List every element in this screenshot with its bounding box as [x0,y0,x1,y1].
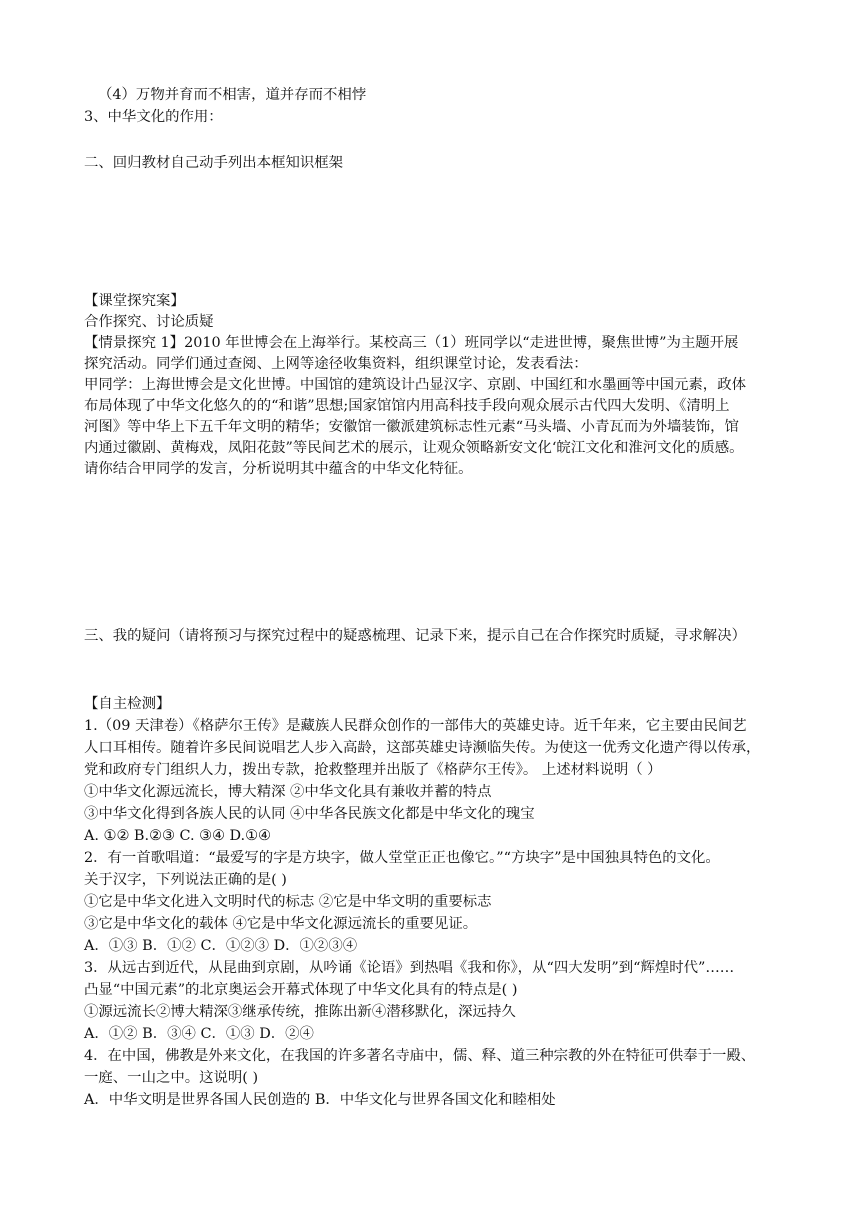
text-line: 甲同学：上海世博会是文化世博。中国馆的建筑设计凸显汉字、京剧、中国红和水墨画等中国元素，政体 [84,377,746,393]
answer-choices: A．中华文明是世界各国人民创造的 B．中华文化与世界各国文化和睦相处 [84,1092,556,1108]
section-heading: 【课堂探究案】 [84,293,185,309]
text-line: 【情景探究 1】2010 年世博会在上海举行。某校高三（1）班同学以“走进世博，聚焦世博”为主题开展 [84,335,739,351]
text-line: 3、中华文化的作用： [84,109,223,125]
text-line: 内通过徽剧、黄梅戏，凤阳花鼓”等民间艺术的展示，让观众领略新安文化‘皖江文化和淮河文化的质感。 [84,440,744,456]
text-line: （4）万物并育而不相害，道并存而不相悖 [98,87,367,103]
option-line: ①它是中华文化进入文明时代的标志 ②它是中华文明的重要标志 [84,894,492,910]
question-line: 3．从远古到近代，从昆曲到京剧，从吟诵《论语》到热唱《我和你》，从“四大发明”到“辉煌时代”…… [84,960,735,976]
text-line: 河图》等中华上下五千年文明的精华；安徽馆一徽派建筑标志性元素“马头墙、小青瓦而为外墙装饰，馆 [84,419,739,435]
option-line: ③它是中华文化的载体 ④它是中华文化源远流长的重要见证。 [84,916,478,932]
question-line: 1.（09 天津卷）《格萨尔王传》是藏族人民群众创作的一部伟大的英雄史诗。近千年来，它主要由民间艺 [84,718,747,734]
question-line: 2．有一首歌唱道：“最爱写的字是方块字，做人堂堂正正也像它。”“方块字”是中国独具特色的文化。 [84,850,720,866]
option-line: ①源远流长②博大精深③继承传统，推陈出新④潜移默化，深远持久 [84,1004,516,1020]
question-line: 一庭、一山之中。这说明( ) [84,1070,259,1086]
question-line: 关于汉字，下列说法正确的是( ) [84,872,287,888]
text-line: 布局体现了中华文化悠久的的“和谐”思想;国家馆馆内用高科技手段向观众展示古代四大发明、《清明上 [84,398,730,414]
answer-choices: A．①② B．③④ C．①③ D．②④ [84,1026,314,1042]
section-heading: 二、回归教材自己动手列出本框知识框架 [84,155,344,171]
text-line: 探究活动。同学们通过查阅、上网等途径收集资料，组织课堂讨论，发表看法： [84,356,588,372]
answer-choices: A．①③ B．①② C．①②③ D．①②③④ [84,938,358,954]
question-line: 凸显“中国元素”的北京奥运会开幕式体现了中华文化具有的特点是( ) [84,982,518,998]
text-line: 请你结合甲同学的发言，分析说明其中蕴含的中华文化特征。 [84,461,473,477]
question-line: 人口耳相传。随着许多民间说唱艺人步入高龄，这部英雄史诗濒临失传。为使这一优秀文化遗产得以传承， [84,740,761,756]
text-line: 合作探究、讨论质疑 [84,314,214,330]
question-line: 4．在中国，佛教是外来文化，在我国的许多著名寺庙中，儒、释、道三种宗教的外在特征可供奉于一殿、 [84,1048,756,1064]
question-line: 党和政府专门组织人力，拨出专款，抢救整理并出版了《格萨尔王传》。 上述材料说明（ ） [84,762,662,778]
section-heading: 【自主检测】 [84,696,171,712]
option-line: ①中华文化源远流长，博大精深 ②中华文化具有兼收并蓄的特点 [84,784,492,800]
section-heading: 三、我的疑问（请将预习与探究过程中的疑惑梳理、记录下来，提示自己在合作探究时质疑，寻求解决） [84,628,746,644]
answer-choices: A. ①② B.②③ C. ③④ D.①④ [84,828,271,844]
option-line: ③中华文化得到各族人民的认同 ④中华各民族文化都是中华文化的瑰宝 [84,806,535,822]
